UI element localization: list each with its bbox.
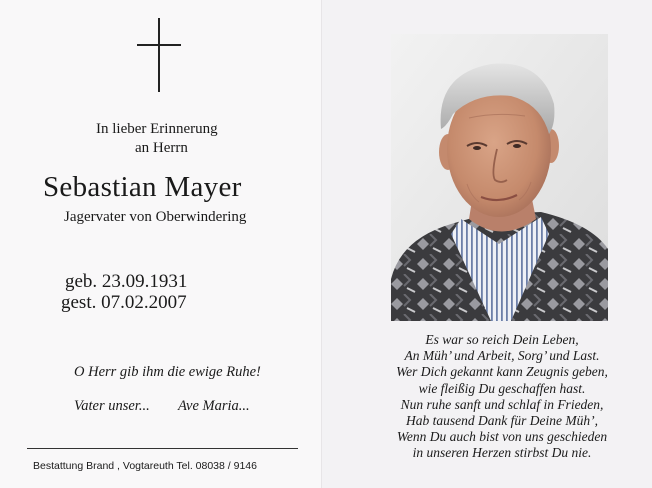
poem-line: wie fleißig Du geschaffen hast. xyxy=(418,380,586,396)
prayer-rest: O Herr gib ihm die ewige Ruhe! xyxy=(74,364,261,380)
poem-line: Es war so reich Dein Leben, xyxy=(425,332,579,347)
funeral-home-info: Bestattung Brand , Vogtareuth Tel. 08038 / 9146 xyxy=(33,460,257,472)
intro-line-1: In lieber Erinnerung xyxy=(96,121,218,137)
poem-line: An Müh’ und Arbeit, Sorg’ und Last. xyxy=(404,348,600,364)
birth-date: geb. 23.09.1931 xyxy=(65,271,188,292)
poem-line: in unseren Herzen stirbst Du nie. xyxy=(412,445,592,461)
prayer-hail-mary: Ave Maria... xyxy=(178,398,250,414)
deceased-name: Sebastian Mayer xyxy=(43,171,242,203)
portrait-photo xyxy=(391,34,608,321)
poem-line: Hab tausend Dank für Deine Müh’, xyxy=(406,413,598,429)
divider xyxy=(27,448,298,449)
memorial-poem xyxy=(368,332,636,462)
cross-icon xyxy=(137,18,181,92)
death-date: gest. 07.02.2007 xyxy=(61,292,187,313)
poem-line: Nun ruhe sanft und schlaf in Frieden, xyxy=(400,396,604,412)
left-panel xyxy=(0,0,322,488)
prayer-our-father: Vater unser... xyxy=(74,398,150,414)
poem-line: Wer Dich gekannt kann Zeugnis geben, xyxy=(396,364,608,380)
intro-line-2: an Herrn xyxy=(135,140,188,156)
poem-line: Wenn Du auch bist von uns geschieden xyxy=(396,429,608,445)
deceased-title: Jagervater von Oberwindering xyxy=(64,209,247,225)
